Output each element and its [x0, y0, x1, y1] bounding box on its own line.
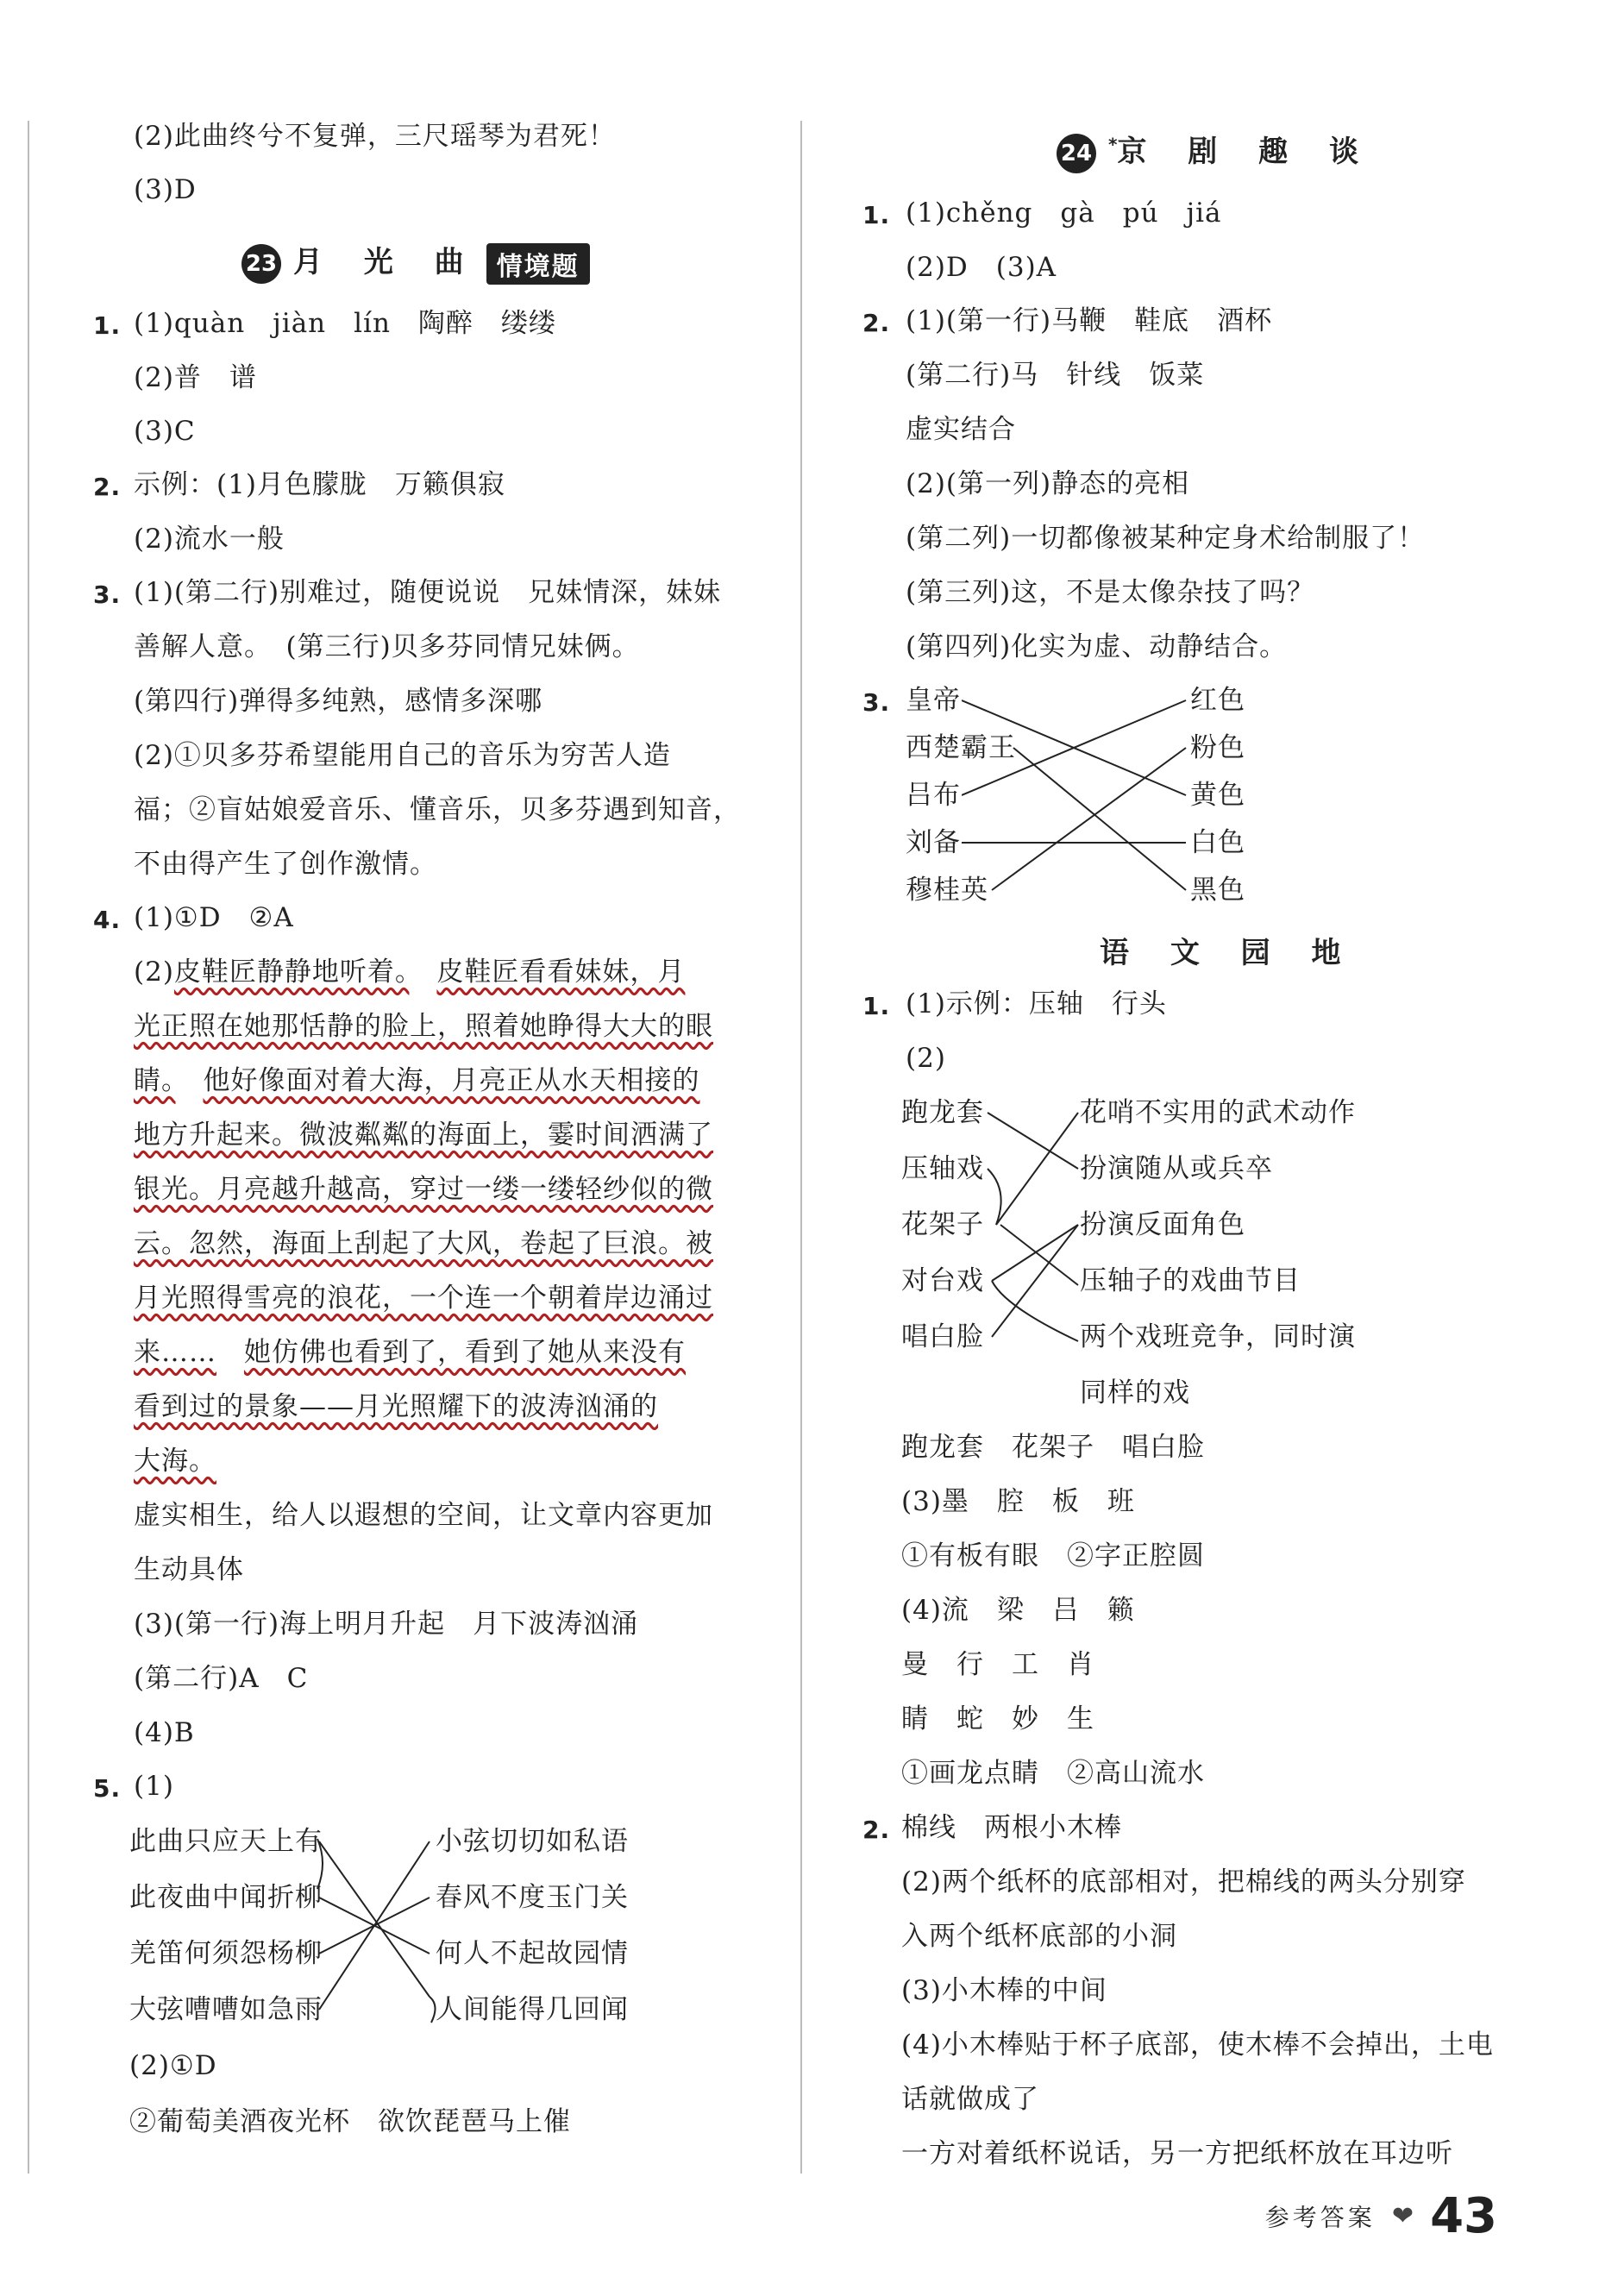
- underlined-line: 大海。: [134, 1446, 216, 1477]
- idiom-left: 对台戏: [901, 1265, 984, 1296]
- match-line: [430, 1997, 436, 2023]
- match-line: [1013, 748, 1186, 890]
- answer-line: (1)(第一行)马鞭 鞋底 酒杯: [906, 305, 1273, 336]
- answer-line: (1)(第二行)别难过，随便说说 兄妹情深，妹妹: [134, 577, 722, 608]
- answer-line: 入两个纸杯底部的小洞: [901, 1921, 1177, 1952]
- match-line: [992, 748, 1186, 890]
- answer-line: (第三列)这，不是太像杂技了吗？: [906, 577, 1315, 608]
- situation-question-tag: 情境题: [486, 243, 590, 285]
- question-number: 2.: [862, 309, 891, 337]
- answer-line: 曼 行 工 肖: [901, 1649, 1094, 1680]
- answer-line: 一方对着纸杯说话，另一方把纸杯放在耳边听: [901, 2138, 1453, 2169]
- question-number: 1.: [862, 992, 891, 1020]
- answer-line: (2): [906, 1043, 946, 1074]
- answer-line: (2)流水一般: [134, 524, 285, 555]
- question-number: 3.: [93, 580, 122, 609]
- poem-right: 何人不起故园情: [436, 1938, 629, 1969]
- match-line: [319, 1841, 430, 1997]
- idiom-right: 花哨不实用的武术动作: [1080, 1097, 1356, 1128]
- answer-line: (2)①贝多芬希望能用自己的音乐为穷苦人造: [134, 740, 671, 771]
- idiom-right: 扮演反面角色: [1080, 1209, 1245, 1240]
- answer-line: (1)示例：压轴 行头: [906, 988, 1167, 1019]
- poem-right: 小弦切切如私语: [436, 1826, 629, 1857]
- role-left: 穆桂英: [906, 875, 988, 906]
- question-number: 4.: [93, 906, 122, 934]
- page-footer: [1265, 2188, 1497, 2244]
- role-color-matching-lines: [962, 690, 1190, 897]
- answer-line: 棉线 两根小木棒: [901, 1812, 1122, 1843]
- answer-line: 跑龙套 花架子 唱白脸: [901, 1432, 1205, 1463]
- color-right: 红色: [1190, 685, 1245, 716]
- match-line: [996, 1113, 1078, 1225]
- answer-line: (1): [134, 1771, 174, 1802]
- page-number: 43: [1430, 2188, 1497, 2244]
- color-right: 黄色: [1190, 780, 1245, 811]
- answer-line: (2)(第一列)静态的亮相: [906, 468, 1190, 499]
- question-number: 2.: [862, 1816, 891, 1844]
- lesson-number-badge: 24: [1057, 134, 1096, 173]
- answer-line: 睛 蛇 妙 生: [901, 1703, 1094, 1735]
- chinese-garden-heading: 语 文 园 地: [1100, 936, 1357, 970]
- answer-line: (第二行)马 针线 饭菜: [906, 360, 1205, 391]
- answer-line: 虚实结合: [906, 414, 1016, 445]
- match-line: [992, 1225, 1078, 1337]
- poem-right: 人间能得几回闻: [436, 1994, 629, 2025]
- idiom-right: 扮演随从或兵卒: [1080, 1153, 1273, 1184]
- poem-left: 此夜曲中闻折柳: [129, 1882, 323, 1913]
- answer-line: 善解人意。 (第三行)贝多芬同情兄妹俩。: [134, 631, 640, 662]
- question-number: 3.: [862, 688, 891, 717]
- underlined-line: 地方升起来。微波粼粼的海面上，霎时间洒满了: [134, 1120, 713, 1151]
- idiom-left: 跑龙套: [901, 1097, 984, 1128]
- optional-star: *: [1108, 134, 1118, 155]
- answer-line: 不由得产生了创作激情。: [134, 849, 437, 880]
- answer-line: (1)quàn jiàn lín 陶醉 缕缕: [134, 308, 556, 339]
- answer-line: (3)C: [134, 416, 196, 447]
- answer-line: (2)①D: [129, 2050, 217, 2081]
- match-line: [319, 1841, 430, 2010]
- answer-line: 福；②盲姑娘爱音乐、懂音乐，贝多芬遇到知音，: [134, 794, 741, 825]
- lesson-23-heading: [241, 238, 590, 285]
- answer-line: (4)B: [134, 1717, 195, 1748]
- answer-line: (第四列)化实为虚、动静结合。: [906, 631, 1288, 662]
- match-line: [992, 1281, 1078, 1341]
- heart-icon: ❤: [1391, 2201, 1414, 2231]
- lesson-24-heading: [1057, 128, 1374, 173]
- lesson-title: 月 光 曲: [293, 245, 480, 279]
- idiom-right: 两个戏班竞争，同时演: [1080, 1321, 1356, 1352]
- answer-line: ①画龙点睛 ②高山流水: [901, 1758, 1205, 1789]
- question-number: 1.: [93, 311, 122, 340]
- answer-line: 生动具体: [134, 1554, 244, 1585]
- poem-left: 大弦嘈嘈如急雨: [129, 1994, 323, 2025]
- role-left: 皇帝: [906, 685, 961, 716]
- answer-line: ①有板有眼 ②字正腔圆: [901, 1540, 1205, 1571]
- underlined-line: 银光。月亮越升越高，穿过一缕一缕轻纱似的微: [134, 1174, 713, 1205]
- lesson-number-badge: 23: [241, 244, 281, 284]
- poem-right: 春风不度玉门关: [436, 1882, 629, 1913]
- role-left: 西楚霸王: [906, 732, 1016, 763]
- answer-line: (4)小木棒贴于杯子底部，使木棒不会掉出，土电: [901, 2029, 1494, 2061]
- answer-line: (4)流 梁 吕 籁: [901, 1595, 1135, 1626]
- left-top-line-2: (3)D: [134, 174, 197, 205]
- lesson-title: 京 剧 趣 谈: [1117, 135, 1374, 169]
- role-left: 吕布: [906, 780, 961, 811]
- poem-left: 羌笛何须怨杨柳: [129, 1938, 323, 1969]
- answer-line: (2)皮鞋匠静静地听着。 皮鞋匠看看妹妹，月: [134, 957, 686, 988]
- answer-line: 来…… 她仿佛也看到了，看到了她从来没有: [134, 1337, 686, 1368]
- match-line: [992, 1225, 1078, 1281]
- color-right: 白色: [1190, 827, 1245, 858]
- question-number: 2.: [93, 473, 122, 501]
- answer-line: (2)D (3)A: [906, 252, 1057, 283]
- answer-line: 虚实相生，给人以遐想的空间，让文章内容更加: [134, 1500, 713, 1531]
- answer-line: (3)小木棒的中间: [901, 1975, 1107, 2006]
- match-line: [988, 1113, 1078, 1169]
- answer-line: 示例：(1)月色朦胧 万籁俱寂: [134, 469, 505, 500]
- column-divider-center: [800, 121, 802, 2174]
- answer-line: (2)普 谱: [134, 362, 257, 393]
- role-left: 刘备: [906, 827, 961, 858]
- underlined-line: 看到过的景象——月光照耀下的波涛汹涌的: [134, 1391, 658, 1422]
- question-number: 5.: [93, 1774, 122, 1803]
- idiom-right: 压轴子的戏曲节目: [1080, 1265, 1301, 1296]
- question-number: 1.: [862, 201, 891, 229]
- color-right: 粉色: [1190, 732, 1245, 763]
- idiom-left: 压轴戏: [901, 1153, 984, 1184]
- answer-key-label: 参考答案: [1264, 2203, 1376, 2232]
- answer-line: (第二行)A C: [134, 1663, 309, 1694]
- answer-line: (第二列)一切都像被某种定身术给制服了！: [906, 523, 1426, 554]
- answer-line: (1)chěng gà pú jiá: [906, 198, 1222, 229]
- left-top-line-1: (2)此曲终兮不复弹，三尺瑶琴为君死！: [134, 121, 616, 152]
- color-right: 黑色: [1190, 875, 1245, 906]
- poem-matching-lines: [310, 1829, 440, 2027]
- answer-line: (第四行)弹得多纯熟，感情多深哪: [134, 686, 543, 717]
- underlined-line: 光正照在她那恬静的脸上，照着她睁得大大的眼: [134, 1011, 713, 1042]
- answer-line: ②葡萄美酒夜光杯 欲饮琵琶马上催: [129, 2106, 571, 2137]
- underlined-line: 月光照得雪亮的浪花，一个连一个朝着岸边涌过: [134, 1283, 713, 1314]
- answer-line: 睛。 他好像面对着大海，月亮正从水天相接的: [134, 1065, 700, 1096]
- idiom-left: 唱白脸: [901, 1321, 984, 1352]
- idiom-right-cont: 同样的戏: [1080, 1377, 1190, 1408]
- idiom-left: 花架子: [901, 1209, 984, 1240]
- answer-line: (3)(第一行)海上明月升起 月下波涛汹涌: [134, 1609, 639, 1640]
- idiom-matching-lines: [983, 1104, 1082, 1346]
- answer-line: 话就做成了: [901, 2084, 1039, 2115]
- answer-line: (2)两个纸杯的底部相对，把棉线的两头分别穿: [901, 1866, 1466, 1898]
- column-divider-left: [28, 121, 29, 2174]
- answer-line: (1)①D ②A: [134, 902, 294, 933]
- underlined-line: 云。忽然，海面上刮起了大风，卷起了巨浪。被: [134, 1228, 713, 1259]
- match-line: [988, 1169, 1001, 1225]
- poem-left: 此曲只应天上有: [129, 1826, 323, 1857]
- answer-line: (3)墨 腔 板 班: [901, 1486, 1135, 1517]
